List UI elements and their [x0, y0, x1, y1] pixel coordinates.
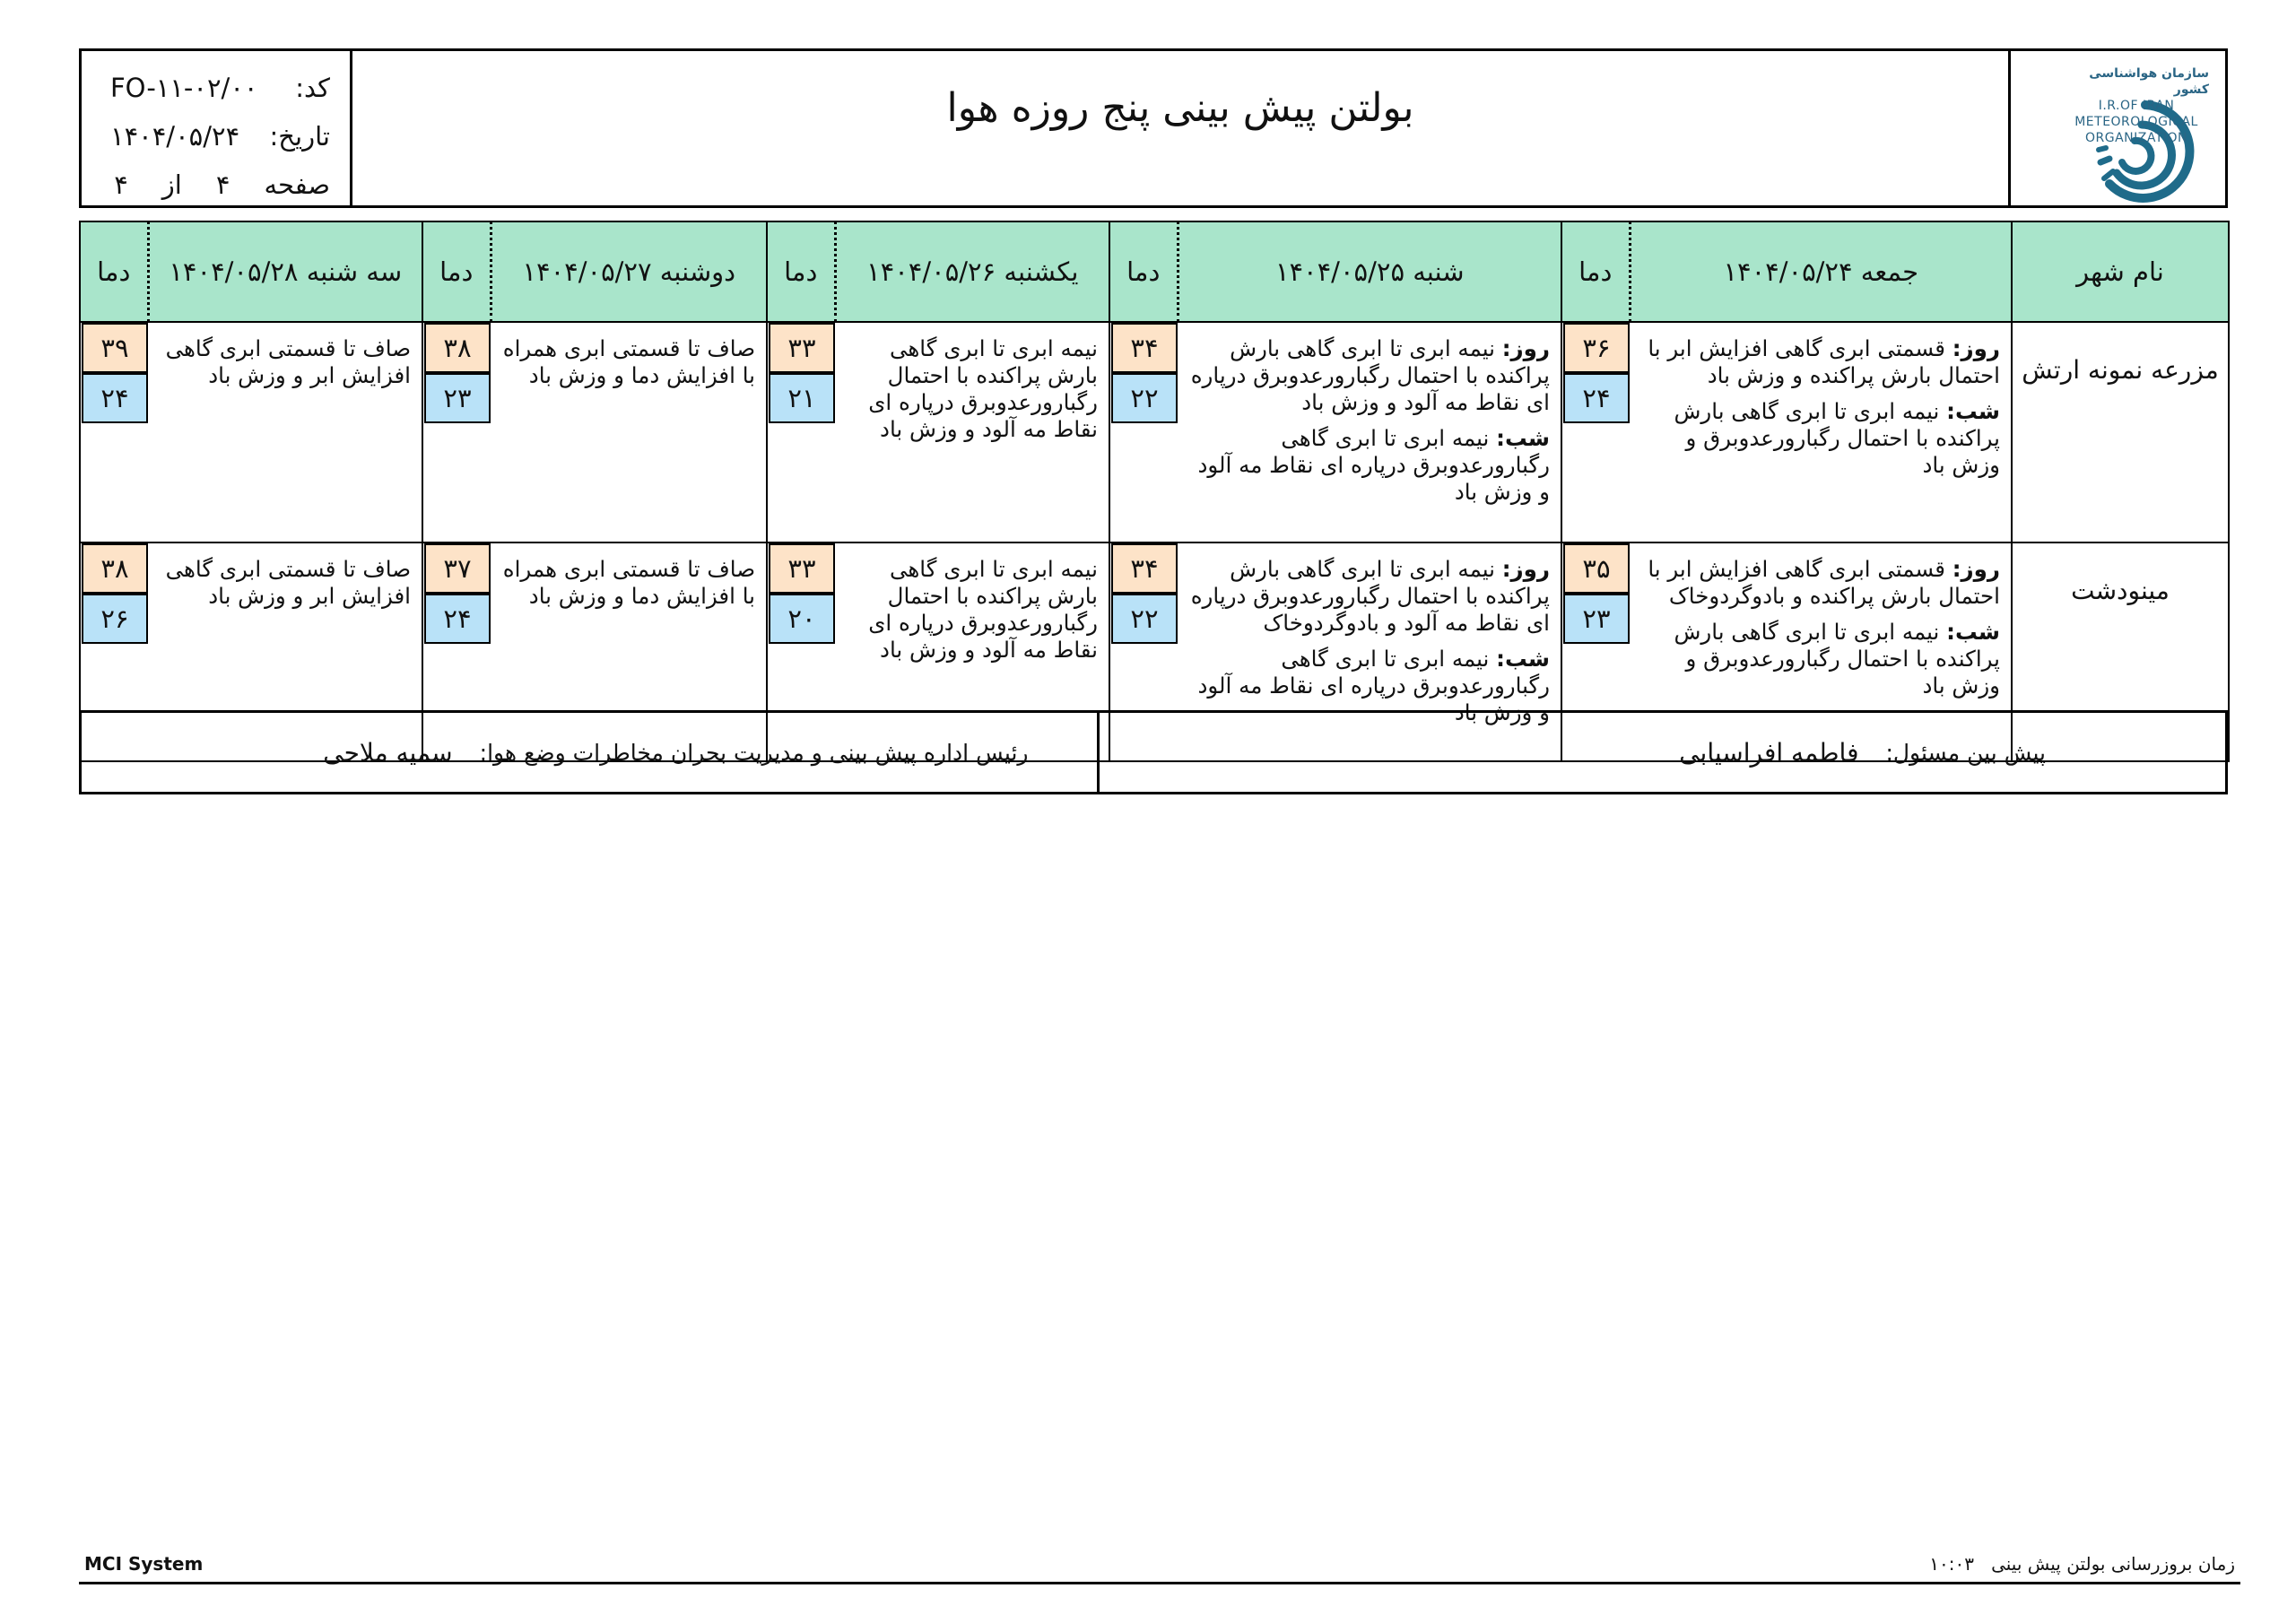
forecast-description	[1630, 322, 2012, 542]
night-label: شب:	[1496, 425, 1550, 451]
update-time: ۱۰:۰۳	[1929, 1553, 1975, 1575]
bulletin-header	[79, 48, 2228, 208]
page-of: از	[161, 169, 182, 200]
date-label: تاریخ:	[269, 121, 330, 152]
day-forecast: قسمتی ابری گاهی افزایش ابر با احتمال بارش پراکنده و وزش باد	[1648, 335, 2000, 388]
min-temp: ۲۰	[769, 594, 835, 644]
day-column-header: دوشنبه ۱۴۰۴/۰۵/۲۷	[491, 221, 767, 322]
day-forecast: نیمه ابری تا ابری گاهی بارش پراکنده با احتمال رگبارورعدوبرق درپاره ای نقاط مه آلود و بادوگردوخاک	[1190, 556, 1550, 636]
temperature-cell	[80, 322, 148, 542]
temperature-cell	[422, 322, 491, 542]
forecaster-signature	[1097, 713, 2226, 792]
system-name: MCI System	[84, 1553, 204, 1575]
code-row	[110, 64, 330, 112]
min-temp: ۲۱	[769, 373, 835, 423]
forecast-text: صاف تا قسمتی ابری همراه با افزایش دما و وزش باد	[502, 335, 755, 388]
signature-box	[79, 710, 2228, 794]
max-temp: ۳۳	[769, 323, 835, 373]
logo-english-line-1: I.R.OF IRAN	[2098, 99, 2175, 113]
night-label: شب:	[1496, 646, 1550, 672]
max-temp: ۳۵	[1563, 543, 1630, 594]
day-column-header: جمعه ۱۴۰۴/۰۵/۲۴	[1630, 221, 2012, 322]
forecast-text: صاف تا قسمتی ابری گاهی افزایش ابر و وزش باد	[165, 335, 411, 388]
table-header-row	[80, 221, 2229, 322]
min-temp: ۲۴	[424, 594, 491, 644]
day-forecast: قسمتی ابری گاهی افزایش ابر با احتمال بارش پراکنده و بادوگردوخاک	[1648, 556, 2000, 609]
page-row	[110, 161, 330, 209]
min-temp: ۲۴	[82, 373, 148, 423]
night-forecast: نیمه ابری تا ابری گاهی رگبارورعدوبرق درپاره ای نقاط مه آلود و وزش باد	[1197, 425, 1550, 505]
document-meta	[82, 51, 352, 205]
page-total: ۴	[114, 169, 128, 200]
day-column-header: سه شنبه ۱۴۰۴/۰۵/۲۸	[148, 221, 422, 322]
update-time-note	[1929, 1553, 2235, 1575]
forecaster-label: پیش بین مسئول:	[1885, 739, 2046, 766]
day-column-header: یکشنبه ۱۴۰۴/۰۵/۲۶	[835, 221, 1109, 322]
logo-english-line-3: ORGANIZATION	[2084, 131, 2188, 145]
min-temp: ۲۳	[1563, 594, 1630, 644]
city-name: مزرعه نمونه ارتش	[2012, 322, 2229, 542]
max-temp: ۳۷	[424, 543, 491, 594]
day-label: روز:	[1501, 335, 1550, 361]
organization-logo	[2008, 51, 2225, 205]
forecast-description	[491, 322, 767, 542]
logo-persian-name: سازمان هواشناسی کشور	[2089, 66, 2209, 97]
update-label: زمان بروزرسانی بولتن پیش بینی	[1991, 1553, 2235, 1575]
night-label: شب:	[1946, 619, 2000, 645]
day-label: روز:	[1952, 335, 2000, 361]
logo-text	[2057, 65, 2209, 146]
min-temp: ۲۲	[1111, 373, 1178, 423]
forecast-table	[79, 221, 2230, 762]
forecast-text: صاف تا قسمتی ابری همراه با افزایش دما و وزش باد	[502, 556, 755, 609]
night-forecast: نیمه ابری تا ابری گاهی رگبارورعدوبرق درپاره ای نقاط مه آلود و وزش باد	[1197, 646, 1550, 725]
temp-column-header: دما	[767, 221, 835, 322]
day-label: روز:	[1501, 556, 1550, 582]
page-title: بولتن پیش بینی پنج روزه هوا	[946, 85, 1414, 131]
max-temp: ۳۹	[82, 323, 148, 373]
temp-column-header: دما	[1109, 221, 1178, 322]
temperature-cell	[1561, 322, 1630, 542]
night-forecast: نیمه ابری تا ابری گاهی بارش پراکنده با احتمال رگبارورعدوبرق و وزش باد	[1674, 619, 2000, 699]
code-label: کد:	[295, 73, 330, 103]
day-label: روز:	[1952, 556, 2000, 582]
logo-english-line-2: METEOROLOGICAL	[2074, 115, 2198, 129]
forecast-text: نیمه ابری تا ابری گاهی بارش پراکنده با احتمال رگبارورعدوبرق درپاره ای نقاط مه آلود و وزش باد	[868, 335, 1098, 442]
max-temp: ۳۴	[1111, 323, 1178, 373]
temperature-cell	[767, 322, 835, 542]
max-temp: ۳۸	[424, 323, 491, 373]
forecast-description	[1178, 322, 1561, 542]
day-column-header: شنبه ۱۴۰۴/۰۵/۲۵	[1178, 221, 1561, 322]
date-value: ۱۴۰۴/۰۵/۲۴	[110, 121, 240, 152]
date-row	[110, 112, 330, 161]
temp-column-header: دما	[1561, 221, 1630, 322]
page-number: ۴	[215, 169, 230, 200]
chief-name: سمیه ملاحی	[323, 737, 453, 768]
chief-signature	[82, 713, 1097, 792]
forecast-text: نیمه ابری تا ابری گاهی بارش پراکنده با احتمال رگبارورعدوبرق درپاره ای نقاط مه آلود و وزش باد	[868, 556, 1098, 663]
page-label: صفحه	[264, 169, 330, 200]
temp-column-header: دما	[422, 221, 491, 322]
max-temp: ۳۳	[769, 543, 835, 594]
city-column-header: نام شهر	[2012, 221, 2229, 322]
city-name: مینودشت	[2012, 542, 2229, 761]
min-temp: ۲۶	[82, 594, 148, 644]
min-temp: ۲۳	[424, 373, 491, 423]
temp-column-header: دما	[80, 221, 148, 322]
table-row	[80, 322, 2229, 542]
forecaster-name: فاطمه افراسیابی	[1679, 737, 1859, 768]
temperature-cell	[1109, 322, 1178, 542]
forecast-description	[835, 322, 1109, 542]
day-forecast: نیمه ابری تا ابری گاهی بارش پراکنده با احتمال رگبارورعدوبرق درپاره ای نقاط مه آلود و وزش باد	[1190, 335, 1550, 415]
page-footer	[79, 1549, 2240, 1584]
forecast-description	[148, 322, 422, 542]
chief-label: رئیس اداره پیش بینی و مدیریت بحران مخاطرات وضع هوا:	[479, 739, 1029, 766]
max-temp: ۳۴	[1111, 543, 1178, 594]
min-temp: ۲۲	[1111, 594, 1178, 644]
night-label: شب:	[1946, 398, 2000, 424]
code-value: FO-۱۱-۰۲/۰۰	[110, 73, 258, 103]
night-forecast: نیمه ابری تا ابری گاهی بارش پراکنده با احتمال رگبارورعدوبرق و وزش باد	[1674, 398, 2000, 478]
min-temp: ۲۴	[1563, 373, 1630, 423]
forecast-text: صاف تا قسمتی ابری گاهی افزایش ابر و وزش باد	[165, 556, 411, 609]
max-temp: ۳۶	[1563, 323, 1630, 373]
max-temp: ۳۸	[82, 543, 148, 594]
